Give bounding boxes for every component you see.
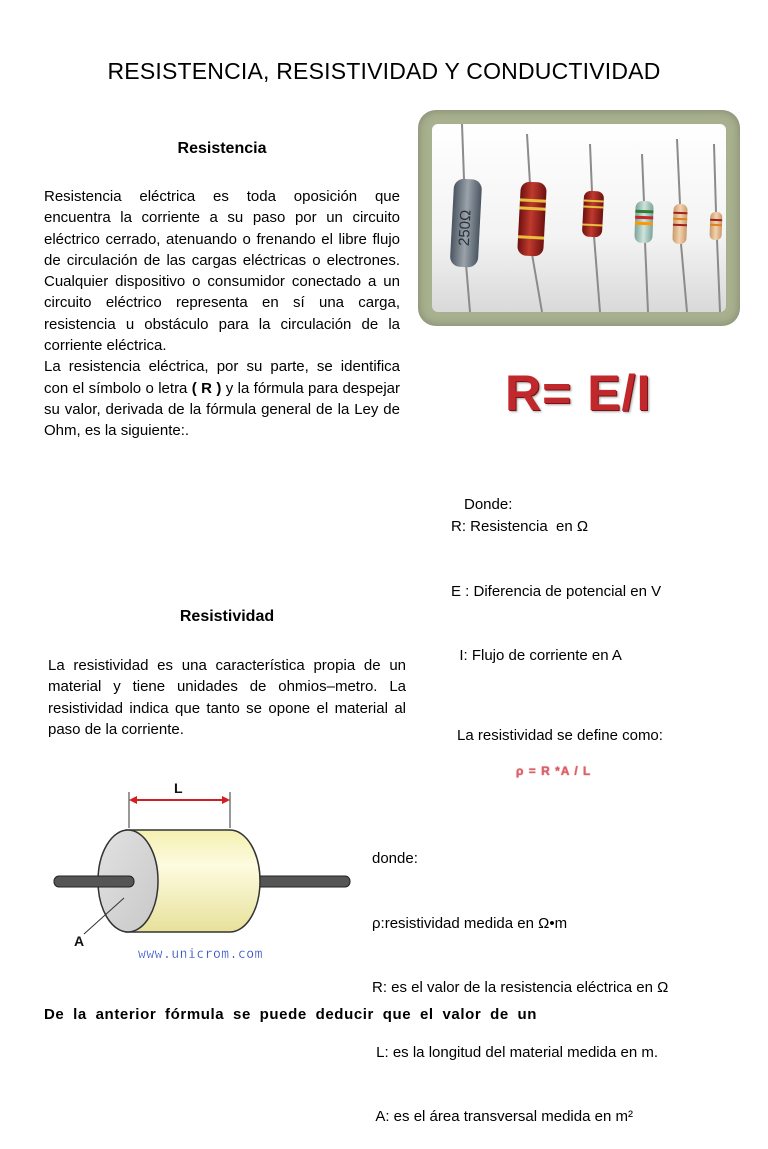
definition-l: L: es la longitud del material medida en m. (372, 1043, 658, 1061)
gray-resistor (450, 178, 483, 267)
resistencia-paragraph-2-start: La resistencia eléctrica, por su parte, se identifica con el símbolo o letra (44, 358, 400, 397)
resistencia-paragraph-1: Resistencia eléctrica es toda oposición que encuentra la corriente a su paso por un circuito eléctrico cerrado, atenuando o frenando el libre flujo de circulación de las cargas eléctricas o electrones. Cualquier dispositivo o consumidor conectado a un circuito eléctrico representa en sí una carga, resistencia u obstáculo para la circulación de la corriente eléctrica. (44, 188, 400, 355)
length-arrowhead-left (129, 796, 137, 804)
resistencia-paragraph-2 (44, 356, 400, 441)
resistividad-text (48, 655, 406, 740)
length-arrowhead-right (222, 796, 230, 804)
section-heading-resistividad: Resistividad (179, 608, 275, 625)
resistividad-paragraph: La resistividad es una característica propia de un material y tiene unidades de ohmios–metro. La resistividad indica que tanto se opone el material al paso de la corriente. (48, 657, 406, 738)
definition-e: E : Diferencia de potencial en V (451, 582, 662, 600)
resistors-illustration (432, 124, 726, 312)
source-watermark: www.unicrom.com (138, 947, 263, 962)
resistividad-define-label: La resistividad se define como: (457, 727, 663, 744)
definition-rho: ρ:resistividad medida en Ω•m (372, 914, 568, 932)
section-heading-resistencia: Resistencia (177, 140, 267, 157)
definition-a: A: es el área transversal medida en m² (372, 1108, 633, 1125)
ohm-formula: R= E/I (505, 365, 652, 421)
resistor-value-label: 250Ω (455, 209, 475, 247)
area-label: A (74, 933, 85, 949)
definition-i: I: Flujo de corriente en A (451, 647, 622, 664)
page-title: RESISTENCIA, RESISTIVIDAD Y CONDUCTIVIDAD (107, 58, 661, 84)
resistencia-paragraph-2-end: y la fórmula para despejar su valor, derivada de la fórmula general de la Ley de Ohm, es la siguiente:. (44, 379, 400, 440)
definition-r: R: Resistencia en Ω (451, 518, 589, 535)
definition-r-2: R: es el valor de la resistencia eléctrica en Ω (372, 979, 669, 996)
length-label: L (174, 780, 183, 796)
left-terminal-rod (54, 876, 134, 887)
resistivity-formula: ρ = R *A / L (516, 764, 592, 778)
resistividad-definitions (372, 805, 668, 1149)
resistance-symbol: ( R ) (191, 379, 222, 397)
resistencia-text (44, 186, 400, 442)
donde-label-2: donde: (372, 850, 418, 867)
right-terminal-rod (250, 876, 350, 887)
donde-label: Donde: (464, 496, 513, 513)
continuation-text: De la anterior fórmula se puede deducir que el valor de un (44, 1006, 538, 1023)
resistors-photo (418, 110, 740, 326)
resistivity-diagram (40, 772, 360, 972)
resistencia-definition-lines (451, 473, 661, 688)
